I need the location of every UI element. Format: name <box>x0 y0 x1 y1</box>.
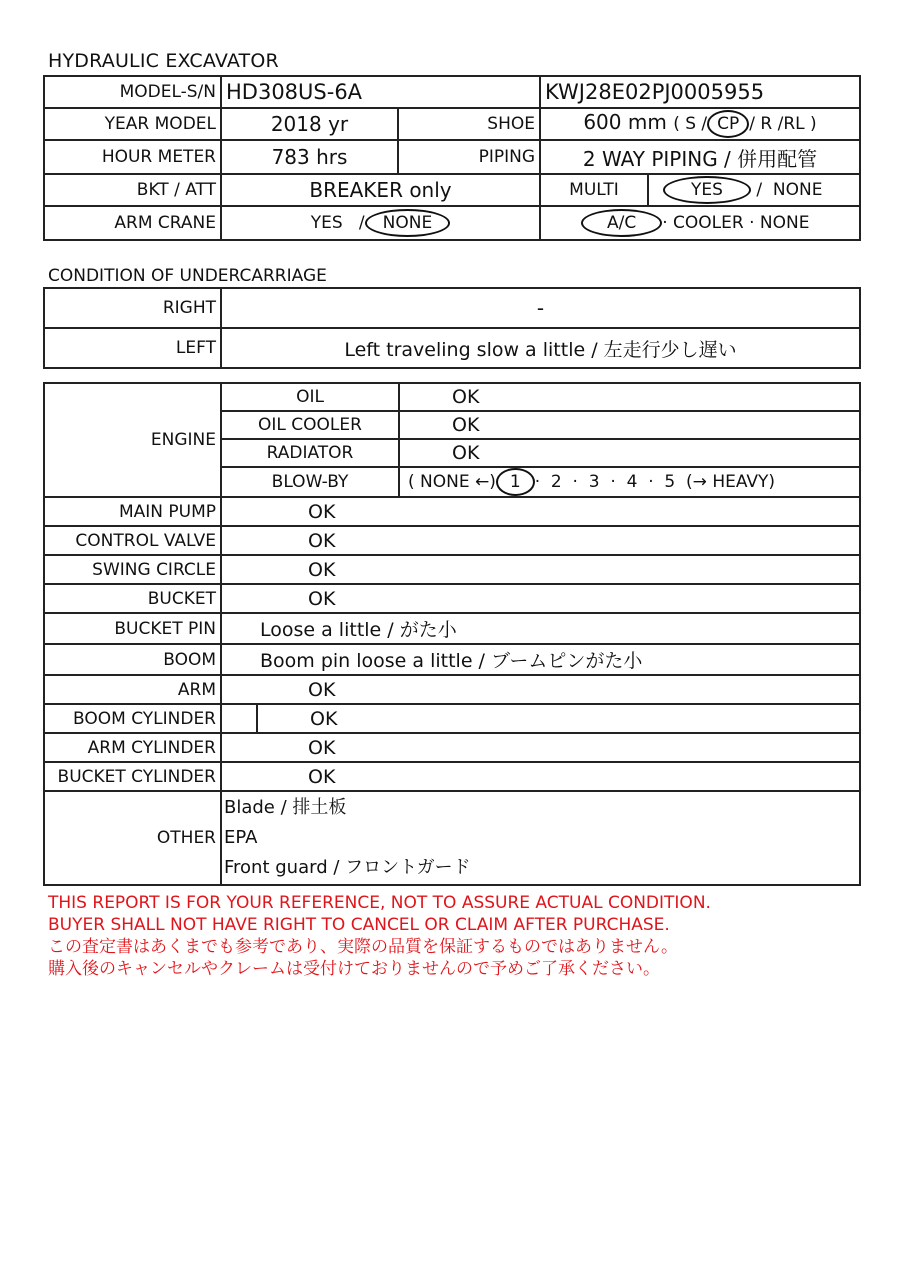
component-label: ARM <box>44 675 221 704</box>
table-row <box>44 613 860 644</box>
list-item: Front guard / フロントガード <box>224 857 471 878</box>
model-value: HD308US-6A <box>221 76 540 108</box>
component-value: OK <box>221 526 860 555</box>
component-label: SWING CIRCLE <box>44 555 221 584</box>
multi-label: MULTI <box>540 174 648 206</box>
document-title: HYDRAULIC EXCAVATOR <box>48 50 279 72</box>
other-label: OTHER <box>44 791 221 885</box>
disclaimer-line: THIS REPORT IS FOR YOUR REFERENCE, NOT TO ASSURE ACTUAL CONDITION. <box>48 893 711 913</box>
multi-selected: YES <box>663 176 751 204</box>
component-label: ARM CYLINDER <box>44 733 221 762</box>
disclaimer-line: この査定書はあくまでも参考であり、実際の品質を保証するものではありません。 <box>48 937 679 957</box>
ac-cell <box>540 206 860 240</box>
oil-cooler-value: OK <box>399 411 860 439</box>
component-value: Loose a little / がた小 <box>221 613 860 644</box>
table-row <box>44 644 860 675</box>
component-label: BOOM CYLINDER <box>44 704 221 733</box>
table-row <box>44 584 860 613</box>
blowby-scale <box>399 467 860 497</box>
component-value: OK <box>221 584 860 613</box>
piping-label: PIPING <box>398 140 540 174</box>
table-row <box>44 733 860 762</box>
undercarriage-title: CONDITION OF UNDERCARRIAGE <box>48 266 327 286</box>
right-value: - <box>221 288 860 328</box>
disclaimer-line: 購入後のキャンセルやクレームは受付けておりませんので予めご了承ください。 <box>48 959 660 979</box>
multi-other: NONE <box>772 180 823 200</box>
table-row <box>44 526 860 555</box>
list-item: Blade / 排土板 <box>224 797 347 818</box>
table-row <box>44 762 860 791</box>
disclaimer-line: BUYER SHALL NOT HAVE RIGHT TO CANCEL OR CLAIM AFTER PURCHASE. <box>48 915 670 935</box>
table-row <box>44 675 860 704</box>
model-sn-label: MODEL-S/N <box>44 76 221 108</box>
ac-selected: A/C <box>581 209 662 237</box>
component-label: CONTROL VALVE <box>44 526 221 555</box>
component-label: BUCKET <box>44 584 221 613</box>
table-row <box>44 704 860 733</box>
spec-table <box>43 75 861 241</box>
left-value: Left traveling slow a little / 左走行少し遅い <box>221 328 860 368</box>
shoe-cell <box>540 108 860 140</box>
arm-crane-label: ARM CRANE <box>44 206 221 240</box>
undercarriage-table <box>43 287 861 369</box>
other-list <box>221 791 860 885</box>
blowby-rest: · 2 · 3 · 4 · 5 (→ HEAVY) <box>534 472 776 492</box>
condition-table <box>43 382 861 886</box>
table-row <box>44 497 860 526</box>
component-value: OK <box>221 497 860 526</box>
multi-sep: / <box>756 180 763 200</box>
spacer-cell <box>221 704 257 733</box>
left-label: LEFT <box>44 328 221 368</box>
bkt-label: BKT / ATT <box>44 174 221 206</box>
component-value: OK <box>221 762 860 791</box>
radiator-value: OK <box>399 439 860 467</box>
arm-crane-sep: / <box>358 213 365 233</box>
component-value: OK <box>257 704 860 733</box>
piping-value: 2 WAY PIPING / 併用配管 <box>540 140 860 174</box>
component-value: OK <box>221 675 860 704</box>
list-item: EPA <box>224 827 258 848</box>
arm-crane-selected: NONE <box>365 209 451 237</box>
oil-value: OK <box>399 383 860 411</box>
bkt-value: BREAKER only <box>221 174 540 206</box>
arm-crane-cell <box>221 206 540 240</box>
component-label: MAIN PUMP <box>44 497 221 526</box>
year-value: 2018 yr <box>221 108 398 140</box>
blowby-selected: 1 <box>496 468 535 496</box>
shoe-value: 600 mm <box>583 110 667 134</box>
disclaimer <box>48 892 711 980</box>
table-row <box>44 555 860 584</box>
radiator-label: RADIATOR <box>221 439 399 467</box>
component-value: Boom pin loose a little / ブームピンがた小 <box>221 644 860 675</box>
right-label: RIGHT <box>44 288 221 328</box>
engine-label: ENGINE <box>44 383 221 497</box>
component-value: OK <box>221 555 860 584</box>
blowby-label: BLOW-BY <box>221 467 399 497</box>
year-label: YEAR MODEL <box>44 108 221 140</box>
component-label: BOOM <box>44 644 221 675</box>
component-label: BUCKET PIN <box>44 613 221 644</box>
hour-value: 783 hrs <box>221 140 398 174</box>
multi-cell <box>648 174 860 206</box>
shoe-selected: CP <box>707 110 749 138</box>
oil-cooler-label: OIL COOLER <box>221 411 399 439</box>
blowby-open: ( NONE ←) <box>408 472 496 492</box>
serial-value: KWJ28E02PJ0005955 <box>540 76 860 108</box>
oil-label: OIL <box>221 383 399 411</box>
component-label: BUCKET CYLINDER <box>44 762 221 791</box>
shoe-options-open: ( S / <box>673 114 708 134</box>
component-value: OK <box>221 733 860 762</box>
arm-crane-yes: YES <box>310 213 343 233</box>
shoe-label: SHOE <box>398 108 540 140</box>
ac-rest: · COOLER · NONE <box>662 213 810 233</box>
shoe-options-rest: / R /RL ) <box>749 114 817 134</box>
hour-label: HOUR METER <box>44 140 221 174</box>
